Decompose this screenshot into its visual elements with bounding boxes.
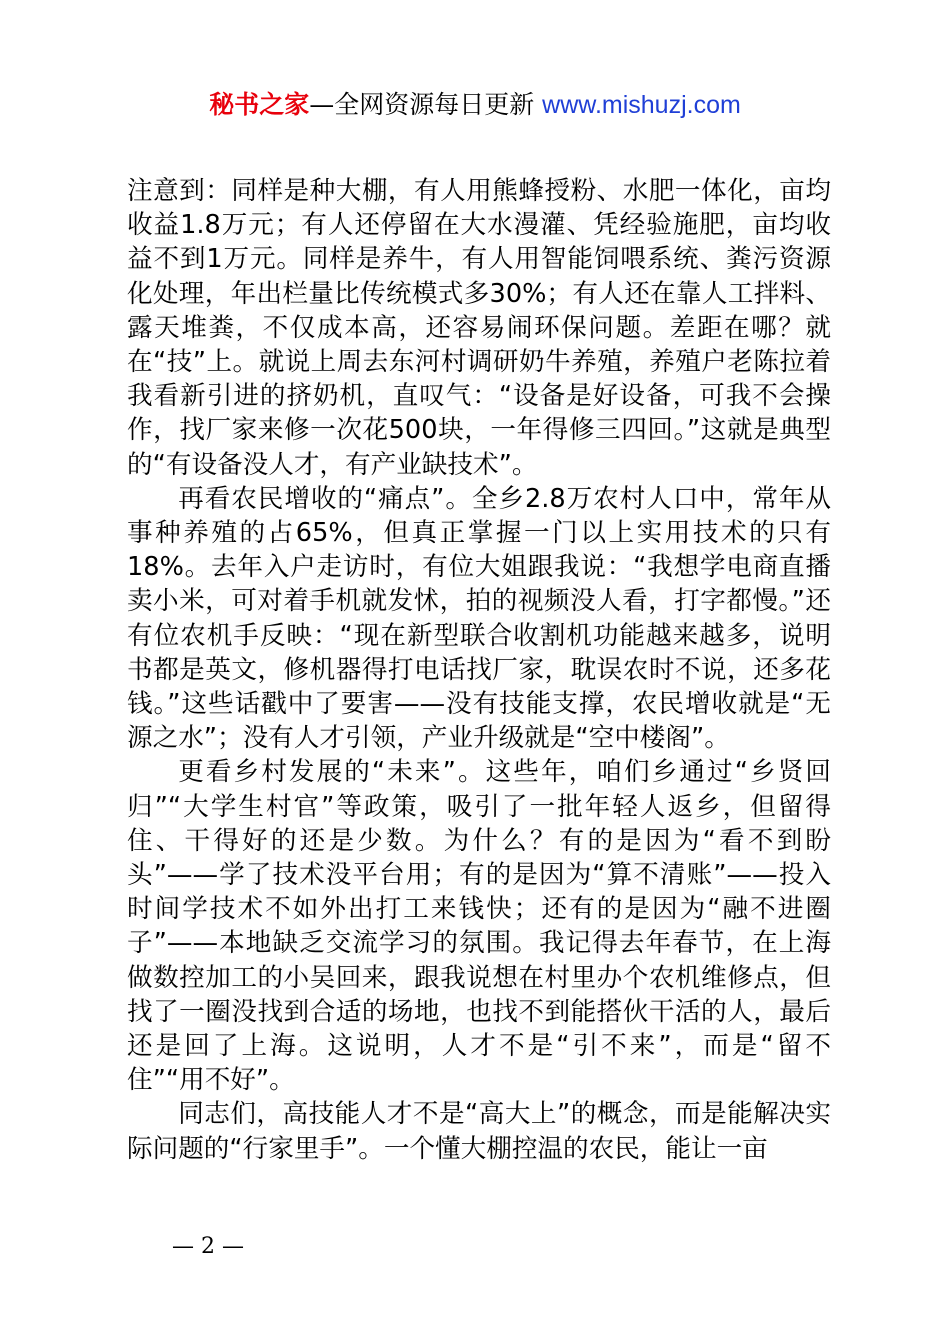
site-url-link[interactable]: www.mishuzj.com xyxy=(542,91,741,119)
paragraph-continued: 注意到：同样是种大棚，有人用熊蜂授粉、水肥一体化，亩均收益1.8万元；有人还停留在大水漫灌、凭经验施肥，亩均收益不到1万元。同样是养牛，有人用智能饲喂系统、粪污资源化处理，年出栏量比传统模式多30%；有人还在靠人工拌料、露天堆粪，不仅成本高，还容易闹环保问题。差距在哪？就在“技”上。就说上周去东河村调研奶牛养殖，养殖户老陈拉着我看新引进的挤奶机，直叹气：“设备是好设备，可我不会操作，找厂家来修一次花500块，一年得修三四回。”这就是典型的“有设备没人才，有产业缺技术”。 xyxy=(127,176,831,480)
paragraph: 同志们，高技能人才不是“高大上”的概念，而是能解决实际问题的“行家里手”。一个懂大棚控温的农民，能让一亩 xyxy=(127,1099,831,1164)
paragraph: 再看农民增收的“痛点”。全乡2.8万农村人口中，常年从事种养殖的占65%，但真正掌握一门以上实用技术的只有18%。去年入户走访时，有位大姐跟我说：“我想学电商直播卖小米，可对着手机就发怵，拍的视频没人看，打字都慢。”还有位农机手反映：“现在新型联合收割机功能越来越多，说明书都是英文，修机器得打电话找厂家，耽误农时不说，还多花钱。”这些话戳中了要害——没有技能支撑，农民增收就是“无源之水”；没有人才引领，产业升级就是“空中楼阁”。 xyxy=(127,483,831,754)
page-number: — 2 — xyxy=(172,1234,244,1259)
paragraph: 更看乡村发展的“未来”。这些年，咱们乡通过“乡贤回归”“大学生村官”等政策，吸引了一批年轻人返乡，但留得住、干得好的还是少数。为什么？有的是因为“看不到盼头”——学了技术没平台用；有的是因为“算不清账”——投入时间学技术不如外出打工来钱快；还有的是因为“融不进圈子”——本地缺乏交流学习的氛围。我记得去年春节，在上海做数控加工的小吴回来，跟我说想在村里办个农机维修点，但找了一圈没找到合适的场地，也找不到能搭伙干活的人，最后还是回了上海。这说明，人才不是“引不来”，而是“留不住”“用不好”。 xyxy=(127,757,831,1096)
site-tagline: —全网资源每日更新 xyxy=(309,90,543,119)
site-brand: 秘书之家 xyxy=(209,90,310,119)
site-header xyxy=(0,88,950,122)
document-body xyxy=(127,174,831,1166)
